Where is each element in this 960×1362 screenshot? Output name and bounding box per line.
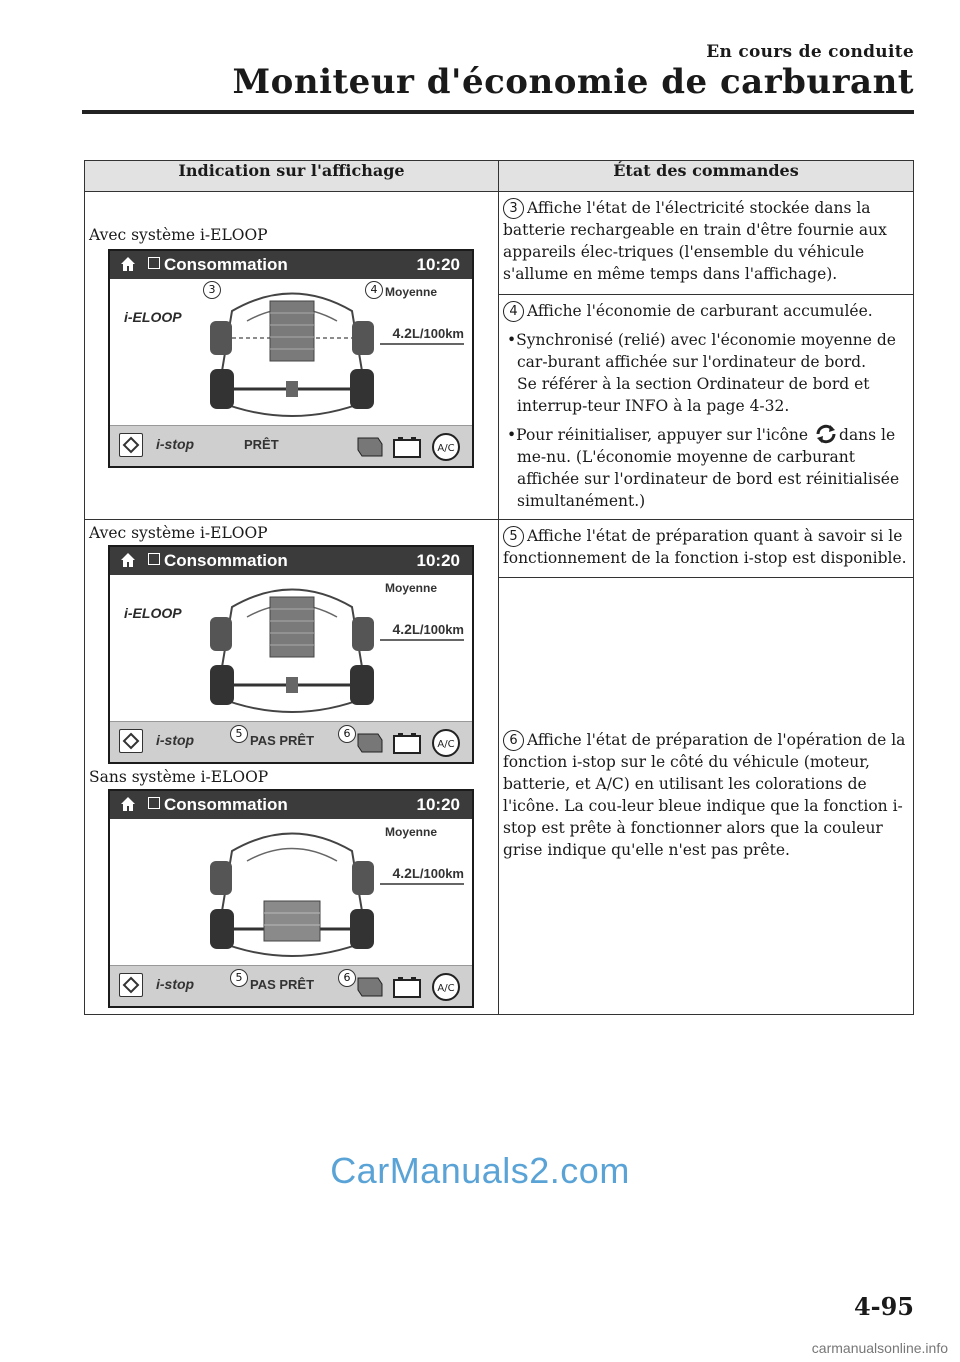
title-rule [82,110,914,114]
eco-icon [120,974,142,996]
callout-5-marker: 5 [503,526,524,547]
screen-title: Consommation [148,255,288,275]
bullet-2: •Pour réinitialiser, appuyer sur l'icône dans le me-nu. (L'économie moyenne de carburant affichée sur l'ordinateur de bord est réinitialisée simultanément.) [507,426,900,510]
screen-footer [110,965,472,1006]
screen-header [110,547,472,575]
car-diagram-icon [202,281,382,423]
screen-3 [108,789,474,1008]
row2-desc6-cell [499,578,914,1015]
average-label: Moyenne [385,825,438,839]
callout-6: 6 [338,725,356,743]
home-icon [120,256,136,272]
row1-desc4-cell [499,295,914,520]
fuel-cube-icon [148,553,160,565]
engine-battery-ac-icons [354,726,464,758]
section-label: En cours de conduite [706,42,914,62]
col-header-state: État des commandes [499,161,914,192]
eloop-label: i-ELOOP [124,605,182,621]
bullet-1: •Synchronisé (relié) avec l'économie moyenne de car-burant affichée sur l'ordinateur de bord. Se référer à la section Ordinateur de bord et interrup-teur INFO à la page 4-32. [507,331,896,415]
row1-desc3-cell [499,192,914,295]
fuel-cube-icon [148,797,160,809]
eco-icon [120,434,142,456]
callout-5: 5 [230,725,248,743]
svg-text:A/C: A/C [437,983,455,994]
screen-header [110,791,472,819]
average-underline [380,883,464,885]
istop-label: i-stop [156,976,195,992]
average-underline [380,639,464,641]
car-diagram-icon [202,577,382,719]
page-number: 4-95 [853,1292,914,1321]
desc-5: 5 Affiche l'état de préparation quant à savoir si le fonctionnement de la fonction i-stop est disponible. [503,527,907,567]
screen-title: Consommation [148,551,288,571]
istop-label: i-stop [156,436,195,452]
svg-text:A/C: A/C [437,443,455,454]
average-label: Moyenne [385,285,438,299]
fuel-cube-icon [148,257,160,269]
screen-header [110,251,472,279]
eco-icon [120,730,142,752]
callout-3-marker: 3 [503,198,524,219]
average-underline [380,343,464,345]
screen-time: 10:20 [416,551,460,570]
page-title: Moniteur d'économie de carburant [232,62,914,102]
row1-display-cell [85,192,499,520]
info-table [84,160,914,1015]
status-label: PRÊT [244,437,279,452]
screen-footer [110,425,472,466]
row2-label-a: Avec système i-ELOOP [89,524,268,542]
callout-6-marker: 6 [503,730,524,751]
home-icon [120,552,136,568]
callout-3: 3 [203,281,221,299]
car-engine-diagram-icon [202,821,382,963]
refresh-icon [815,424,837,444]
callout-5: 5 [230,969,248,987]
status-label: PAS PRÊT [250,733,315,748]
engine-battery-ac-icons [354,970,464,1002]
screen-title: Consommation [148,795,288,815]
col-header-display: Indication sur l'affichage [85,161,499,192]
footer-site: carmanualsonline.info [811,1340,948,1356]
row2-label-b: Sans système i-ELOOP [89,768,269,786]
engine-battery-ac-icons [354,430,464,462]
average-value: 4.2L/100km [392,865,464,881]
callout-4: 4 [365,281,383,299]
callout-4-marker: 4 [503,301,524,322]
home-icon [120,796,136,812]
eloop-label: i-ELOOP [124,309,182,325]
status-label: PAS PRÊT [250,977,315,992]
watermark: CarManuals2.com [330,1150,630,1191]
screen-footer [110,721,472,762]
screen-1 [108,249,474,468]
eco-button[interactable] [119,973,143,997]
desc-3: 3 Affiche l'état de l'électricité stockée dans la batterie rechargeable en train d'être fournie aux appareils élec-triques (l'ensemble du véhicule s'allume en même temps dans l'affichage). [503,199,887,283]
callout-6: 6 [338,969,356,987]
average-value: 4.2L/100km [392,621,464,637]
eco-button[interactable] [119,729,143,753]
row2-desc5-cell [499,520,914,578]
eco-button[interactable] [119,433,143,457]
screen-2 [108,545,474,764]
istop-label: i-stop [156,732,195,748]
svg-text:A/C: A/C [437,739,455,750]
screen-time: 10:20 [416,255,460,274]
desc-4: 4 Affiche l'économie de carburant accumulée. •Synchronisé (relié) avec l'économie moyenne de car-burant affichée sur l'ordinateur de bord. Se référer à la section Ordinateur de bord et interrup-teur INFO à la page 4-32. •Pour réinitialiser, appuyer sur l'icône dans le me-nu. (L'économie moyenne de carburant affichée sur l'ordinateur de bord est réinitialisée simultanément.) [499,295,913,519]
desc-6: 6 Affiche l'état de préparation de l'opération de la fonction i-stop sur le côté du véhicule (moteur, batterie, et A/C) en utilisant les colorations de l'icône. La cou-leur bleue indique que la fonction i-stop est prête à fonctionner alors que la couleur grise indique qu'elle n'est pas prête. [503,731,906,859]
row2-display-cell [85,520,499,1015]
row1-label: Avec système i-ELOOP [89,226,268,244]
screen-time: 10:20 [416,795,460,814]
average-value: 4.2L/100km [392,325,464,341]
average-label: Moyenne [385,581,438,595]
